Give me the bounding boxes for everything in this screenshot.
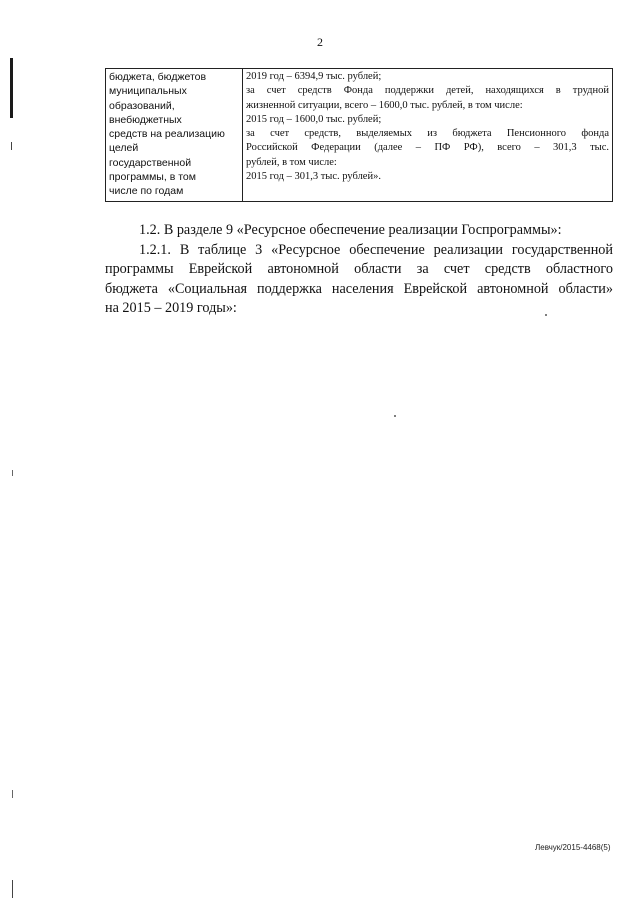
paragraph-line: программы Еврейской автономной области за счет средств областного bbox=[105, 261, 613, 278]
scan-mark bbox=[12, 470, 13, 476]
label-line: программы, в том bbox=[109, 171, 196, 184]
label-line: бюджета, бюджетов bbox=[109, 71, 207, 83]
paragraph-line: 1.2.1. В таблице 3 «Ресурсное обеспечение реализации государственной bbox=[139, 241, 613, 258]
value-line: Российской Федерации (далее – ПФ РФ), всего – 301,3 тыс. bbox=[246, 142, 609, 154]
table-cell-label bbox=[106, 69, 243, 202]
label-line: средств на реализацию bbox=[109, 128, 225, 141]
value-line: 2019 год – 6394,9 тыс. рублей; bbox=[246, 71, 382, 82]
page-number: 2 bbox=[317, 35, 323, 49]
label-line: внебюджетных bbox=[109, 113, 182, 126]
scan-mark bbox=[12, 790, 13, 798]
body-text bbox=[105, 221, 613, 319]
value-line: 2015 год – 1600,0 тыс. рублей; bbox=[246, 113, 382, 125]
value-line: за счет средств, выделяемых из бюджета Пенсионного фонда bbox=[246, 128, 609, 140]
document-reference: Левчук/2015-4468(5) bbox=[535, 843, 611, 852]
value-line: за счет средств Фонда поддержки детей, находящихся в трудной bbox=[246, 85, 609, 97]
value-line: жизненной ситуации, всего – 1600,0 тыс. рублей, в том числе: bbox=[246, 99, 523, 111]
funding-table bbox=[105, 68, 613, 202]
label-line: государственной bbox=[109, 156, 192, 169]
scan-mark bbox=[12, 880, 13, 898]
paragraph-line: на 2015 – 2019 годы»: bbox=[105, 300, 237, 317]
paragraph-line: бюджета «Социальная поддержка населения Еврейской автономной области» bbox=[105, 280, 613, 297]
label-line: целей bbox=[109, 142, 139, 155]
label-line: образований, bbox=[109, 99, 175, 112]
value-line: 2015 год – 301,3 тыс. рублей». bbox=[246, 171, 381, 183]
scan-mark bbox=[10, 58, 13, 118]
value-line: рублей, в том числе: bbox=[246, 156, 337, 168]
scan-speck bbox=[394, 415, 396, 417]
table-cell-values bbox=[243, 69, 613, 202]
scan-mark bbox=[11, 142, 12, 150]
paragraph-line: 1.2. В разделе 9 «Ресурсное обеспечение реализации Госпрограммы»: bbox=[139, 222, 562, 238]
table-row bbox=[106, 69, 613, 202]
label-line: муниципальных bbox=[109, 85, 187, 98]
label-line: числе по годам bbox=[109, 185, 184, 198]
